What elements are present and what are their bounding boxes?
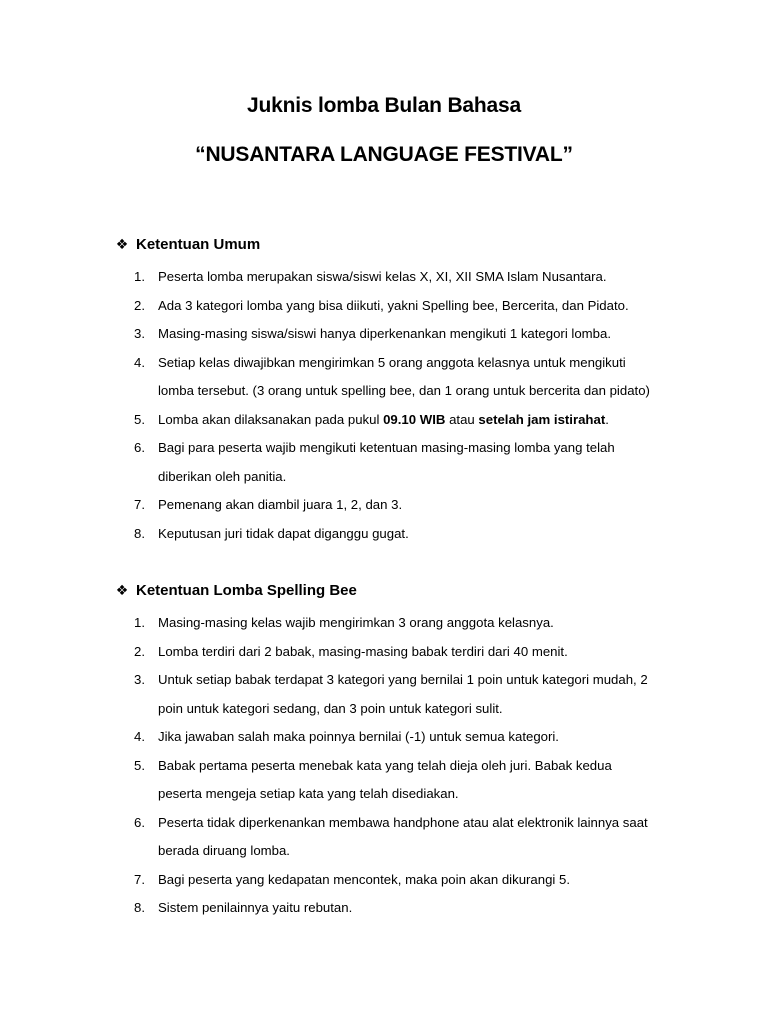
list-item xyxy=(134,866,694,895)
list-item-text: Keputusan juri tidak dapat diganggu gugat. xyxy=(158,525,409,541)
document-subtitle: “NUSANTARA LANGUAGE FESTIVAL” xyxy=(195,143,573,166)
list-item xyxy=(134,894,694,923)
list-number: 2. xyxy=(134,643,145,659)
list-item-text: Ada 3 kategori lomba yang bisa diikuti, yakni Spelling bee, Bercerita, dan Pidato. xyxy=(158,297,629,313)
list-item-text: berada diruang lomba. xyxy=(158,843,290,858)
list-number: 6. xyxy=(134,440,145,455)
list-number: 5. xyxy=(134,757,145,773)
list-item-text: Masing-masing siswa/siswi hanya diperkenankan mengikuti 1 kategori lomba. xyxy=(158,326,611,341)
list-number: 4. xyxy=(134,354,145,370)
list-number: 8. xyxy=(134,900,145,915)
schedule-text: setelah jam istirahat xyxy=(478,411,606,427)
list-item-text: Sistem penilainnya yaitu rebutan. xyxy=(158,900,353,915)
time-text: 09.10 WIB xyxy=(383,411,446,427)
list-number: 3. xyxy=(134,326,145,341)
list-number: 6. xyxy=(134,814,145,830)
document-title: Juknis lomba Bulan Bahasa xyxy=(247,94,521,117)
list-number: 1. xyxy=(134,269,145,284)
diamond-bullet-icon: ❖ xyxy=(115,236,129,252)
list-number: 7. xyxy=(134,497,145,512)
text-segment: . xyxy=(605,411,609,427)
list-item xyxy=(134,263,694,292)
list-item-text: Bagi para peserta wajib mengikuti ketentuan masing-masing lomba yang telah xyxy=(158,440,615,455)
section-heading-ketentuan-umum xyxy=(114,236,260,253)
text-segment: atau xyxy=(445,411,479,427)
list-number: 8. xyxy=(134,525,145,541)
list-number: 5. xyxy=(134,411,145,427)
list-item xyxy=(134,609,694,638)
list-item xyxy=(134,320,694,349)
text-segment: Lomba akan dilaksanakan pada pukul xyxy=(158,411,384,427)
section-heading-text: Ketentuan Umum xyxy=(136,236,261,253)
list-number: 2. xyxy=(134,297,145,313)
list-item xyxy=(134,292,694,321)
section-heading-spelling-bee xyxy=(114,582,357,599)
list-item-text: Peserta lomba merupakan siswa/siswi kelas X, XI, XII SMA Islam Nusantara. xyxy=(158,269,607,284)
diamond-bullet-icon: ❖ xyxy=(115,582,129,598)
list-item-text: lomba tersebut. (3 orang untuk spelling bee, dan 1 orang untuk bercerita dan pidato) xyxy=(158,383,650,398)
list-item xyxy=(134,349,694,406)
list-item xyxy=(134,638,694,667)
list-item xyxy=(134,434,694,491)
list-item xyxy=(134,809,694,866)
list-number: 1. xyxy=(134,615,145,630)
list-number: 3. xyxy=(134,672,145,687)
list-item-text: diberikan oleh panitia. xyxy=(158,468,287,484)
list-item xyxy=(134,723,694,752)
list-number: 4. xyxy=(134,729,145,744)
list-item-text: Untuk setiap babak terdapat 3 kategori yang bernilai 1 poin untuk kategori mudah, 2 xyxy=(158,672,648,687)
list-item xyxy=(134,406,694,435)
list-item-text: Babak pertama peserta menebak kata yang telah dieja oleh juri. Babak kedua xyxy=(158,757,612,773)
list-item-text: peserta mengeja setiap kata yang telah disediakan. xyxy=(158,786,459,801)
list-number: 7. xyxy=(134,871,145,887)
list-item xyxy=(134,491,694,520)
list-item xyxy=(134,520,694,549)
list-item-text: Setiap kelas diwajibkan mengirimkan 5 orang anggota kelasnya untuk mengikuti xyxy=(158,354,626,370)
list-item-text: poin untuk kategori sedang, dan 3 poin untuk kategori sulit. xyxy=(158,700,503,716)
ketentuan-umum-list xyxy=(134,263,694,548)
list-item-text: Peserta tidak diperkenankan membawa handphone atau alat elektronik lainnya saat xyxy=(158,814,648,830)
list-item-text xyxy=(158,406,694,435)
list-item xyxy=(134,666,694,723)
list-item-text: Pemenang akan diambil juara 1, 2, dan 3. xyxy=(158,497,403,512)
list-item xyxy=(134,752,694,809)
list-item-text: Lomba terdiri dari 2 babak, masing-masing babak terdiri dari 40 menit. xyxy=(158,643,568,659)
list-item-text: Masing-masing kelas wajib mengirimkan 3 orang anggota kelasnya. xyxy=(158,615,554,630)
section-heading-text: Ketentuan Lomba Spelling Bee xyxy=(136,582,357,599)
spelling-bee-list xyxy=(134,609,694,923)
list-item-text: Jika jawaban salah maka poinnya bernilai (-1) untuk semua kategori. xyxy=(158,729,559,744)
list-item-text: Bagi peserta yang kedapatan mencontek, maka poin akan dikurangi 5. xyxy=(158,871,571,887)
